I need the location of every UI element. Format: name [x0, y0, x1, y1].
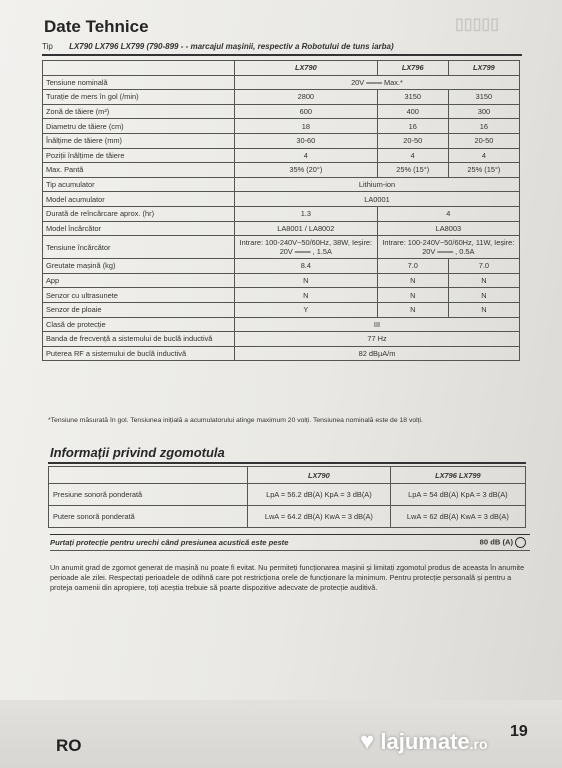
spec-row	[43, 119, 520, 134]
noise-title-rule	[48, 462, 526, 464]
spec-value-cell: 4	[235, 148, 378, 163]
spec-row	[43, 206, 520, 221]
noise-column-header: LX790	[248, 467, 391, 484]
spec-row-label: Tensiune încărcător	[43, 236, 235, 259]
noise-value-cell: LwA = 62 dB(A) KwA = 3 dB(A)	[390, 506, 525, 528]
spec-value-cell: 20-50	[448, 133, 519, 148]
noise-value-cell: LpA = 54 dB(A) KpA = 3 dB(A)	[390, 484, 525, 506]
spec-row-label: Înălțime de tăiere (mm)	[43, 133, 235, 148]
spec-merged-cell: LA8003	[377, 221, 519, 236]
spec-value-cell: LA8001 / LA8002	[235, 221, 378, 236]
noise-row-label: Putere sonoră ponderată	[49, 506, 248, 528]
ear-protection-icon	[515, 537, 526, 548]
spec-table	[42, 60, 520, 361]
spec-row-label: Model încărcător	[43, 221, 235, 236]
spec-value-cell: 4	[377, 148, 448, 163]
spec-row	[43, 236, 520, 259]
spec-row-label: Senzor de ploaie	[43, 302, 235, 317]
spec-value-cell: 18	[235, 119, 378, 134]
spec-row	[43, 221, 520, 236]
spec-row	[43, 177, 520, 192]
spec-row-label: Turație de mers în gol (/min)	[43, 90, 235, 105]
spec-row	[43, 346, 520, 361]
spec-column-header: LX796	[377, 61, 448, 76]
protection-bar	[50, 534, 530, 551]
noise-value-cell: LwA = 64.2 dB(A) KwA = 3 dB(A)	[248, 506, 391, 528]
spec-value-cell: Y	[235, 302, 378, 317]
spec-merged-cell: 4	[377, 206, 519, 221]
spec-row-label: Durată de reîncărcare aprox. (hr)	[43, 206, 235, 221]
spec-row-label: App	[43, 273, 235, 288]
spec-value-cell: N	[448, 288, 519, 303]
spec-row-label: Clasă de protecție	[43, 317, 235, 332]
page-number: 19	[510, 723, 528, 740]
spec-row	[43, 148, 520, 163]
spec-row-label: Banda de frecvență a sistemului de buclă inductivă	[43, 332, 235, 347]
spec-column-header: LX799	[448, 61, 519, 76]
heart-logo-icon: ♥	[360, 728, 375, 755]
spec-value-cell: 35% (20°)	[235, 163, 378, 178]
tip-value: LX790 LX796 LX799 (790-899 - - marcajul mașinii, respectiv a Robotului de tuns iarba)	[69, 42, 394, 51]
spec-header-blank	[43, 61, 235, 76]
spec-merged-cell: 20V ═══ Max.*	[235, 75, 520, 90]
spec-row-label: Diametru de tăiere (cm)	[43, 119, 235, 134]
spec-value-cell: 1.3	[235, 206, 378, 221]
spec-row	[43, 90, 520, 105]
spec-value-cell: 7.0	[448, 259, 519, 274]
spec-row-label: Tip acumulator	[43, 177, 235, 192]
spec-row	[43, 104, 520, 119]
header-rule	[42, 54, 522, 56]
watermark-tld: .ro	[469, 736, 488, 752]
spec-value-cell: 25% (15°)	[377, 163, 448, 178]
spec-value-cell: 7.0	[377, 259, 448, 274]
noise-header-blank	[49, 467, 248, 484]
spec-row	[43, 288, 520, 303]
spec-value-cell: N	[377, 302, 448, 317]
spec-row-label: Model acumulator	[43, 192, 235, 207]
spec-value-cell: Intrare: 100-240V~50/60Hz, 38W, Ieșire: 20V ═══ , 1.5A	[235, 236, 378, 259]
noise-row	[49, 484, 526, 506]
spec-value-cell: N	[235, 288, 378, 303]
noise-row-label: Presiune sonoră ponderată	[49, 484, 248, 506]
protection-value-text: 80 dB (A)	[479, 537, 513, 547]
spec-row	[43, 259, 520, 274]
spec-value-cell: N	[448, 273, 519, 288]
protection-value	[480, 537, 526, 548]
spec-row-label: Puterea RF a sistemului de buclă inductivă	[43, 346, 235, 361]
noise-paragraph: Un anumit grad de zgomot generat de mașină nu poate fi evitat. Nu permiteți funcționarea mașinii și limitați zgomotul produs de aceasta în anumite perioade ale zilei. Respectați perioadele de odihnă care pot restricționa orele de funcționare la minimum. Pentru protecție personală și pentru a proteja oamenii din apropiere, toți aceștia trebuie să poarte dispozitive adecvate de protecție auditivă.	[50, 563, 525, 592]
noise-header-row	[49, 467, 526, 484]
tip-row	[42, 42, 522, 51]
protection-text: Purtați protecție pentru urechi când presiunea acustică este peste	[50, 538, 289, 547]
spec-row	[43, 163, 520, 178]
spec-row	[43, 192, 520, 207]
watermark-brand: lajumate	[380, 729, 470, 754]
noise-table	[48, 466, 526, 528]
spec-value-cell: 16	[377, 119, 448, 134]
spec-merged-cell: LA0001	[235, 192, 520, 207]
spec-value-cell: N	[377, 273, 448, 288]
noise-value-cell: LpA = 56.2 dB(A) KpA = 3 dB(A)	[248, 484, 391, 506]
spec-row-label: Tensiune nominală	[43, 75, 235, 90]
spec-value-cell: N	[448, 302, 519, 317]
spec-value-cell: 400	[377, 104, 448, 119]
spec-row	[43, 75, 520, 90]
spec-row	[43, 133, 520, 148]
spec-row-label: Senzor cu ultrasunete	[43, 288, 235, 303]
spec-merged-cell: Intrare: 100-240V~50/60Hz, 11W, Ieșire: 20V ═══ , 0.5A	[377, 236, 519, 259]
spec-value-cell: N	[235, 273, 378, 288]
spec-merged-cell: 82 dBµA/m	[235, 346, 520, 361]
spec-merged-cell: III	[235, 317, 520, 332]
spec-value-cell: 16	[448, 119, 519, 134]
tip-label: Tip	[42, 42, 53, 51]
spec-row	[43, 332, 520, 347]
spec-row-label: Zonă de tăiere (m²)	[43, 104, 235, 119]
noise-column-header: LX796 LX799	[390, 467, 525, 484]
bleed-through-text: ▯▯▯▯▯	[455, 16, 500, 33]
spec-value-cell: N	[377, 288, 448, 303]
spec-value-cell: 20-50	[377, 133, 448, 148]
spec-value-cell: 600	[235, 104, 378, 119]
spec-value-cell: 300	[448, 104, 519, 119]
spec-column-header: LX790	[235, 61, 378, 76]
noise-row	[49, 506, 526, 528]
watermark	[360, 728, 488, 756]
spec-value-cell: 2800	[235, 90, 378, 105]
spec-value-cell: 3150	[448, 90, 519, 105]
spec-row-label: Max. Pantă	[43, 163, 235, 178]
spec-header-row	[43, 61, 520, 76]
spec-value-cell: 25% (15°)	[448, 163, 519, 178]
spec-value-cell: 4	[448, 148, 519, 163]
spec-row	[43, 273, 520, 288]
noise-section-title: Informații privind zgomotula	[50, 445, 225, 460]
spec-row	[43, 302, 520, 317]
page-title: Date Tehnice	[44, 17, 149, 36]
footnote: *Tensiune măsurată în gol. Tensiunea inițială a acumulatorului atinge maximum 20 volți. Tensiunea nominală este de 18 volți.	[48, 417, 423, 424]
spec-value-cell: 8.4	[235, 259, 378, 274]
language-code: RO	[56, 736, 82, 755]
spec-merged-cell: Lithium-ion	[235, 177, 520, 192]
spec-row-label: Greutate mașină (kg)	[43, 259, 235, 274]
spec-value-cell: 3150	[377, 90, 448, 105]
spec-value-cell: 30-60	[235, 133, 378, 148]
spec-row	[43, 317, 520, 332]
spec-merged-cell: 77 Hz	[235, 332, 520, 347]
spec-row-label: Poziții înălțime de tăiere	[43, 148, 235, 163]
